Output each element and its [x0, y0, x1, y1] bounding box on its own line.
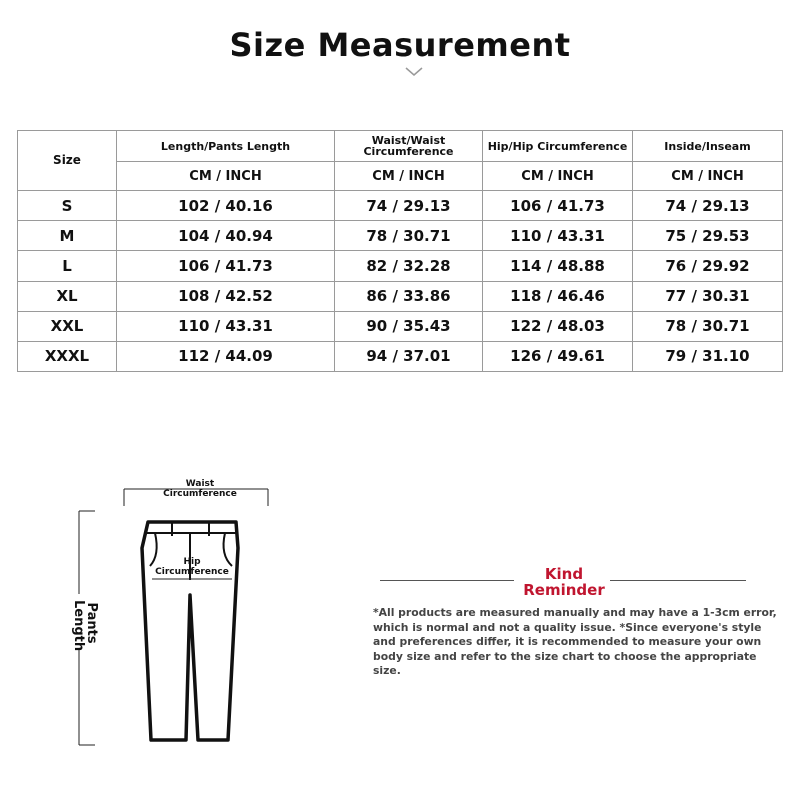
size-cell: XXL — [18, 311, 117, 341]
table-cell: 112 / 44.09 — [117, 341, 335, 371]
length-label-line-1: Pants — [84, 602, 99, 644]
pants-length-label — [71, 600, 99, 652]
size-header: Size — [18, 131, 117, 191]
table-cell: 106 / 41.73 — [483, 191, 633, 221]
column-header-length: Length/Pants Length — [117, 131, 335, 162]
table-cell: 114 / 48.88 — [483, 251, 633, 281]
table-cell: 94 / 37.01 — [335, 341, 483, 371]
column-header-waist: Waist/Waist Circumference — [335, 131, 483, 162]
size-cell: S — [18, 191, 117, 221]
chevron-down-icon — [404, 66, 424, 78]
reminder-title — [518, 566, 610, 598]
unit-header: CM / INCH — [335, 162, 483, 191]
reminder-note-1: *All products are measured manually and may have a 1-3cm error, which is normal and not a quality issue. — [373, 606, 777, 634]
table-cell: 77 / 30.31 — [633, 281, 783, 311]
table-cell: 108 / 42.52 — [117, 281, 335, 311]
column-header-inseam: Inside/Inseam — [633, 131, 783, 162]
unit-header: CM / INCH — [117, 162, 335, 191]
divider — [380, 580, 514, 581]
size-cell: M — [18, 221, 117, 251]
table-cell: 75 / 29.53 — [633, 221, 783, 251]
table-cell: 110 / 43.31 — [483, 221, 633, 251]
hip-label-line-1: Hip — [183, 557, 201, 567]
table-row — [18, 191, 783, 221]
table-cell: 79 / 31.10 — [633, 341, 783, 371]
pants-diagram — [0, 470, 300, 770]
waist-label — [150, 479, 250, 499]
unit-header: CM / INCH — [633, 162, 783, 191]
pants-icon — [142, 522, 238, 740]
table-cell: 106 / 41.73 — [117, 251, 335, 281]
waist-label-line-1: Waist — [185, 479, 215, 489]
table-cell: 104 / 40.94 — [117, 221, 335, 251]
divider — [610, 580, 746, 581]
table-row — [18, 311, 783, 341]
page-title: Size Measurement — [229, 26, 571, 64]
reminder-title-line-1: Kind — [544, 565, 584, 583]
table-cell: 118 / 46.46 — [483, 281, 633, 311]
size-cell: XXXL — [18, 341, 117, 371]
table-cell: 86 / 33.86 — [335, 281, 483, 311]
size-table — [17, 130, 783, 372]
table-cell: 78 / 30.71 — [633, 311, 783, 341]
table-cell: 102 / 40.16 — [117, 191, 335, 221]
table-cell: 110 / 43.31 — [117, 311, 335, 341]
table-row — [18, 251, 783, 281]
table-row — [18, 281, 783, 311]
reminder-notes — [373, 606, 783, 679]
size-cell: XL — [18, 281, 117, 311]
column-header-hip: Hip/Hip Circumference — [483, 131, 633, 162]
table-cell: 122 / 48.03 — [483, 311, 633, 341]
table-cell: 78 / 30.71 — [335, 221, 483, 251]
size-cell: L — [18, 251, 117, 281]
table-cell: 74 / 29.13 — [335, 191, 483, 221]
reminder-note-2: *Since everyone's style and preferences differ, it is recommended to measure your own body size and refer to the size chart to choose the appropriate size. — [373, 620, 762, 677]
reminder-title-line-2: Reminder — [523, 581, 605, 599]
table-cell: 90 / 35.43 — [335, 311, 483, 341]
table-row — [18, 341, 783, 371]
hip-label-line-2: Circumference — [155, 567, 229, 577]
unit-header: CM / INCH — [483, 162, 633, 191]
table-cell: 76 / 29.92 — [633, 251, 783, 281]
table-cell: 126 / 49.61 — [483, 341, 633, 371]
length-label-line-2: Length — [71, 600, 86, 652]
table-cell: 82 / 32.28 — [335, 251, 483, 281]
hip-label — [142, 557, 242, 577]
table-cell: 74 / 29.13 — [633, 191, 783, 221]
table-row — [18, 221, 783, 251]
waist-label-line-2: Circumference — [163, 489, 237, 499]
